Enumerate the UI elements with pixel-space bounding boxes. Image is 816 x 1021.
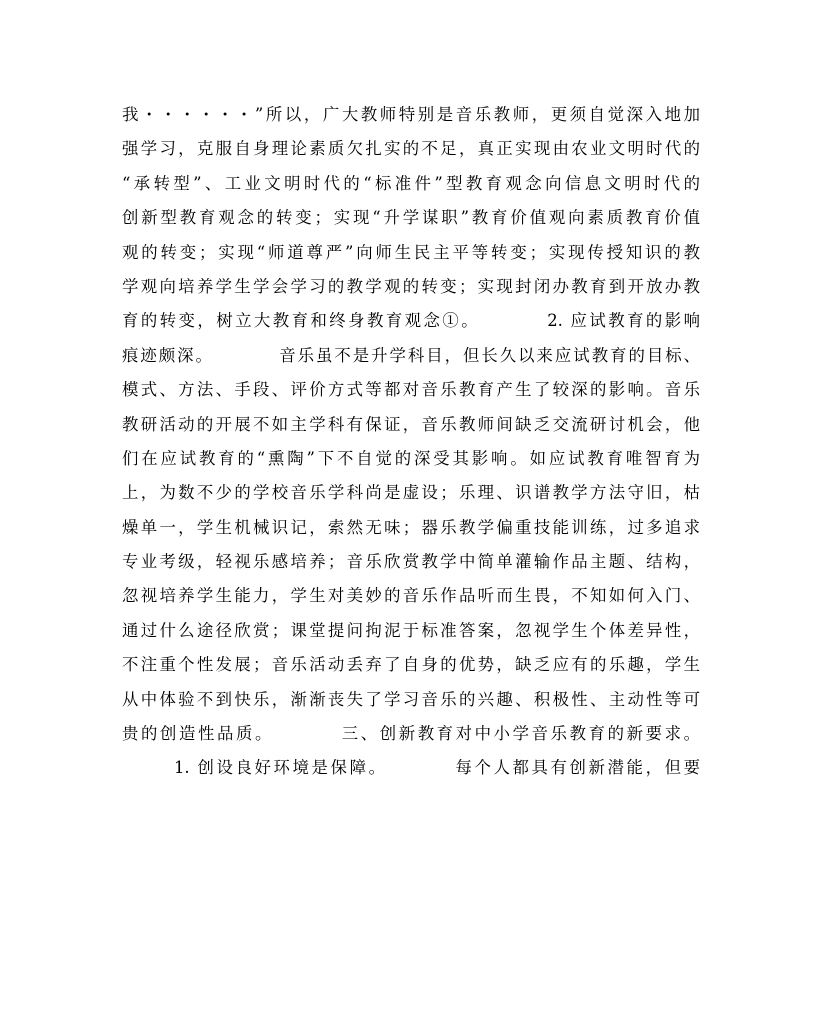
text-line: 我・・・・・・”所以，广大教师特别是音乐教师，更须自觉深入地加 [122, 105, 700, 124]
text-line: 观的转变；实现“师道尊严”向师生民主平等转变；实现传授知识的教 [122, 242, 700, 262]
text-line: 创新型教育观念的转变；实现“升学谋职”教育价值观向素质教育价值 [122, 208, 700, 228]
text-line: 育的转变，树立大教育和终身教育观念①。 2. 应试教育的影响 [122, 311, 700, 331]
text-line: 从中体验不到快乐，渐渐丧失了学习音乐的兴趣、积极性、主动性等可 [122, 689, 700, 709]
text-line: 学观向培养学生学会学习的教学观的转变；实现封闭办教育到开放办教 [122, 276, 700, 296]
text-line: 1. 创设良好环境是保障。 每个人都具有创新潜能，但要 [174, 758, 700, 778]
text-line: 忽视培养学生能力，学生对美妙的音乐作品听而生畏，不知如何入门、 [122, 586, 700, 606]
text-line: “承转型”、工业文明时代的“标准件”型教育观念向信息文明时代的 [122, 173, 700, 193]
text-line: 们在应试教育的“熏陶”下不自觉的深受其影响。如应试教育唯智育为 [122, 448, 700, 468]
text-line: 燥单一，学生机械识记，索然无味；器乐教学偏重技能训练，过多追求 [122, 517, 700, 537]
text-line: 上，为数不少的学校音乐学科尚是虚设；乐理、识谱教学方法守旧，枯 [122, 483, 700, 503]
text-line: 痕迹颇深。 音乐虽不是升学科目，但长久以来应试教育的目标、 [122, 345, 700, 365]
text-line: 模式、方法、手段、评价方式等都对音乐教育产生了较深的影响。音乐 [122, 380, 700, 400]
text-line: 不注重个性发展；音乐活动丢弃了自身的优势，缺乏应有的乐趣，学生 [122, 655, 700, 675]
text-line: 教研活动的开展不如主学科有保证，音乐教师间缺乏交流研讨机会，他 [122, 414, 700, 434]
text-line: 通过什么途径欣赏；课堂提问拘泥于标准答案，忽视学生个体差异性， [122, 620, 700, 640]
text-line: 专业考级，轻视乐感培养；音乐欣赏教学中简单灌输作品主题、结构， [122, 552, 700, 572]
text-line: 贵的创造性品质。 三、创新教育对中小学音乐教育的新要求。 [122, 724, 700, 744]
body-text [122, 98, 700, 786]
text-line: 强学习，克服自身理论素质欠扎实的不足，真正实现由农业文明时代的 [122, 139, 700, 159]
